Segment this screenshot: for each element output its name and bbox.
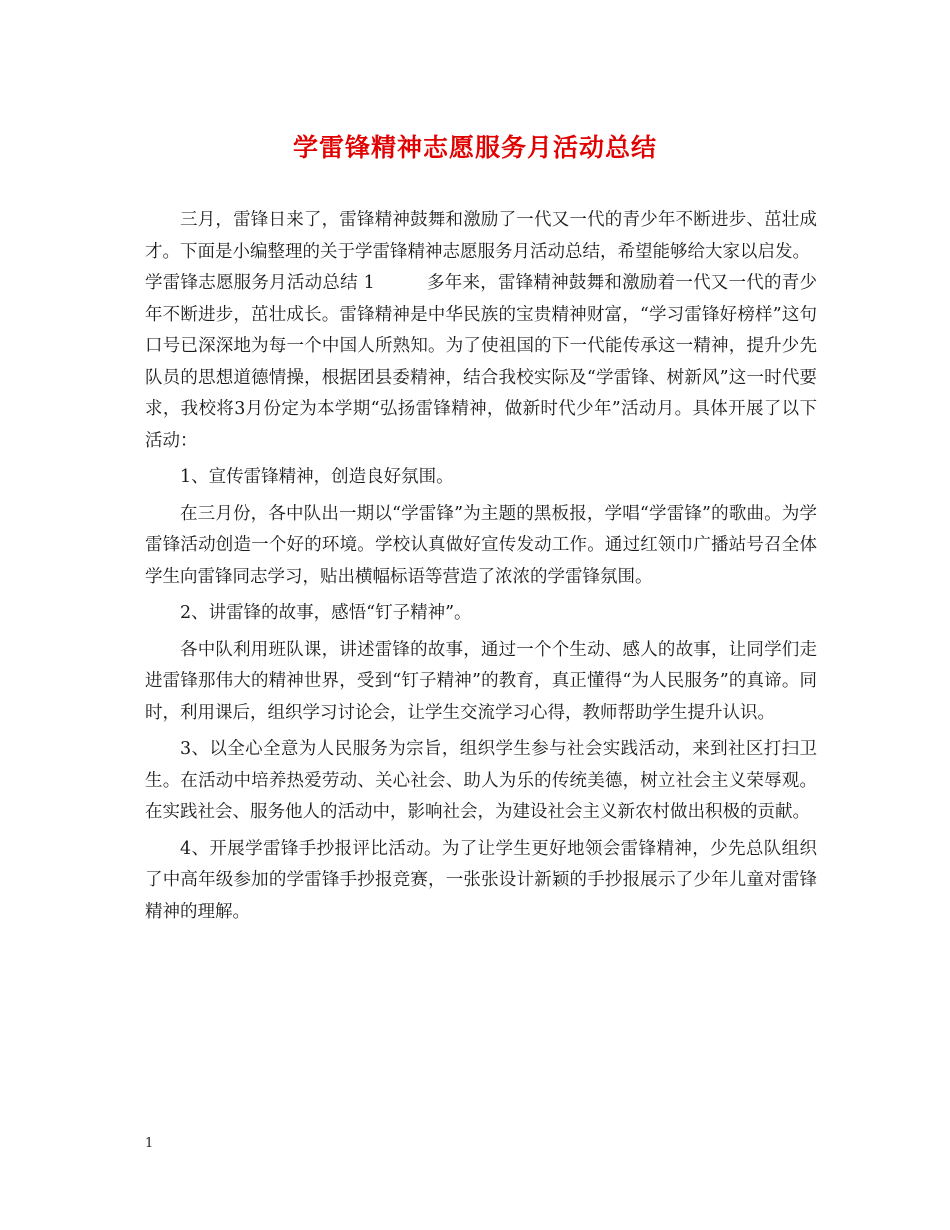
item-4-paragraph: 4、开展学雷锋手抄报评比活动。为了让学生更好地领会雷锋精神，少先总队组织了中高年级参加的学雷锋手抄报竞赛，一张张设计新颖的手抄报展示了少年儿童对雷锋精神的理解。 xyxy=(145,838,817,922)
section-heading: 学雷锋志愿服务月活动总结 1 xyxy=(145,273,375,293)
item-2-paragraph: 各中队利用班队课，讲述雷锋的故事，通过一个个生动、感人的故事，让同学们走进雷锋那伟大的精神世界，受到“钉子精神”的教育，真正懂得“为人民服务”的真谛。同时，利用课后，组织学习讨论会，让学生交流学习心得，教师帮助学生提升认识。 xyxy=(145,639,817,723)
item-1-paragraph: 在三月份，各中队出一期以“学雷锋”为主题的黑板报，学唱“学雷锋”的歌曲。为学雷锋活动创造一个好的环境。学校认真做好宣传发动工作。通过红领巾广播站号召全体学生向雷锋同志学习，贴出横幅标语等营造了浓浓的学雷锋氛围。 xyxy=(145,503,817,587)
document-body xyxy=(145,205,817,933)
section-first-paragraph: 多年来，雷锋精神鼓舞和激励着一代又一代的青少年不断进步，茁壮成长。雷锋精神是中华民族的宝贵精神财富，“学习雷锋好榜样”这句口号已深深地为每一个中国人所熟知。为了使祖国的下一代能传承这一精神，提升少先队员的思想道德情操，根据团县委精神，结合我校实际及“学雷锋、树新风”这一时代要求，我校将3月份定为本学期“弘扬雷锋精神，做新时代少年”活动月。具体开展了以下活动： xyxy=(145,273,817,451)
section-1-paragraph xyxy=(145,268,817,457)
page-number: 1 xyxy=(145,1136,154,1151)
item-1-heading: 1、宣传雷锋精神，创造良好氛围。 xyxy=(180,467,454,487)
item-2-heading: 2、讲雷锋的故事，感悟“钉子精神”。 xyxy=(180,603,472,623)
intro-paragraph: 三月，雷锋日来了，雷锋精神鼓舞和激励了一代又一代的青少年不断进步、茁壮成才。下面是小编整理的关于学雷锋精神志愿服务月活动总结，希望能够给大家以启发。 xyxy=(145,210,817,262)
item-3-paragraph: 3、以全心全意为人民服务为宗旨，组织学生参与社会实践活动，来到社区打扫卫生。在活动中培养热爱劳动、关心社会、助人为乐的传统美德，树立社会主义荣辱观。在实践社会、服务他人的活动中，影响社会，为建设社会主义新农村做出积极的贡献。 xyxy=(145,739,817,822)
document-title: 学雷锋精神志愿服务月活动总结 xyxy=(292,133,657,162)
